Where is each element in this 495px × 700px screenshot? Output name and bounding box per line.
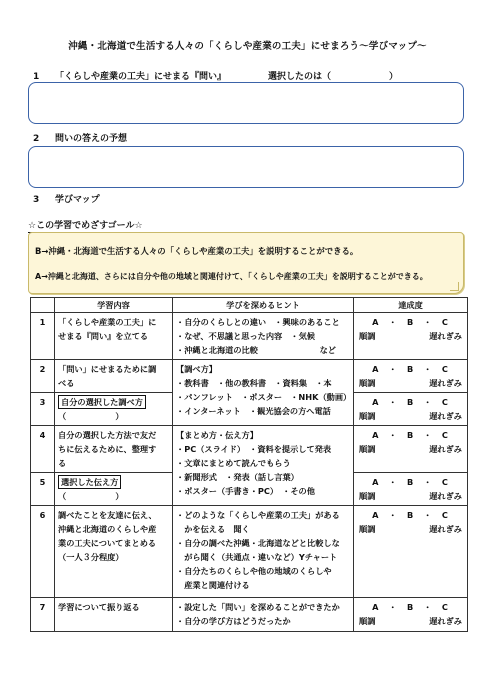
question-answer-box[interactable]	[28, 82, 464, 124]
row-hint-research	[173, 360, 354, 426]
grade-on-track: 順調	[359, 444, 376, 454]
row-content	[55, 506, 173, 598]
row-content	[55, 360, 173, 393]
row-number: 5	[31, 473, 55, 506]
row-content	[55, 426, 173, 473]
table-row	[31, 598, 468, 632]
row-hint	[173, 506, 354, 598]
table-row	[31, 506, 468, 598]
row-content	[55, 598, 173, 632]
hint-line: ・どのような「くらしや産業の工夫」がある	[176, 510, 340, 520]
content-line: る	[58, 458, 67, 468]
research-method-blank[interactable]: （ ）	[58, 411, 124, 421]
grade-options: A ・ B ・ C	[372, 477, 449, 487]
table-row	[31, 313, 468, 360]
content-line: 業の工夫についてまとめる	[58, 538, 157, 548]
hint-title: 【まとめ方・伝え方】	[176, 430, 258, 440]
section-3-number: 3	[33, 195, 40, 205]
row-number: 7	[31, 598, 55, 632]
row-number: 6	[31, 506, 55, 598]
grade-behind: 遅れぎみ	[429, 444, 462, 454]
row-number: 1	[31, 313, 55, 360]
hint-text: ・沖縄と北海道の比較	[176, 345, 258, 355]
page-curl-icon	[450, 282, 459, 291]
presentation-method-blank[interactable]: （ ）	[58, 491, 124, 501]
hint-line: ・PC（スライド） ・資料を提示して発表	[176, 444, 332, 454]
row-number: 2	[31, 360, 55, 393]
hint-line: がら聞く（共通点・違いなど）Yチャート	[176, 552, 338, 562]
goal-a-line: A→沖縄と北海道、さらには自分や他の地域と関連付けて、「くらしや産業の工夫」を説明することができる。	[35, 272, 428, 281]
grade-options: A ・ B ・ C	[372, 364, 449, 374]
grade-behind: 遅れぎみ	[429, 331, 462, 341]
section-1-number: 1	[33, 72, 40, 82]
section-3-label: 学びマップ	[55, 195, 100, 205]
content-line: 調べたことを友達に伝え、	[58, 510, 157, 520]
section-1-heading	[33, 69, 226, 82]
section-3-heading	[33, 192, 100, 205]
table-row	[31, 360, 468, 393]
row-hint	[173, 598, 354, 632]
grade-behind: 遅れぎみ	[429, 524, 462, 534]
table-header-row	[31, 298, 468, 313]
achievement-cell[interactable]	[354, 506, 468, 598]
content-line: べる	[58, 378, 75, 388]
hint-line	[176, 343, 350, 357]
hint-line: ・自分たちのくらしや他の地域のくらしや	[176, 566, 332, 576]
header-hint: 学びを深めるヒント	[173, 298, 354, 313]
header-achievement: 達成度	[354, 298, 468, 313]
hint-line: ・ポスター（手書き・PC） ・その他	[176, 486, 315, 496]
content-line: 「くらしや産業の工夫」に	[58, 317, 157, 327]
achievement-cell[interactable]	[354, 393, 468, 426]
grade-on-track: 順調	[359, 524, 376, 534]
hint-line: 産業と関連付ける	[176, 580, 250, 590]
research-method-box[interactable]: 自分の選択した調べ方	[58, 395, 146, 409]
hint-line: ・教科書 ・他の教科書 ・資料集 ・本	[176, 378, 332, 388]
hint-line: かを伝える 聞く	[176, 524, 250, 534]
content-line: 学習について振り返る	[58, 602, 140, 612]
achievement-cell[interactable]	[354, 313, 468, 360]
section-2-number: 2	[33, 134, 40, 144]
hint-line: ・設定した「問い」を深めることができたか	[176, 602, 340, 612]
row-content	[55, 313, 173, 360]
row-number: 4	[31, 426, 55, 473]
learning-map-table	[30, 297, 468, 632]
hint-line: ・新聞形式 ・発表（話し言葉）	[176, 472, 299, 482]
hint-line: ・なぜ、不思議と思った内容 ・気候	[176, 331, 315, 341]
grade-behind: 遅れぎみ	[429, 411, 462, 421]
row-content	[55, 473, 173, 506]
section-1-label: 「くらしや産業の工夫」にせまる『問い』	[55, 72, 227, 82]
grade-options: A ・ B ・ C	[372, 602, 449, 612]
grade-options: A ・ B ・ C	[372, 510, 449, 520]
content-line: （一人３分程度）	[58, 552, 124, 562]
content-line: 沖縄と北海道のくらしや産	[58, 524, 157, 534]
row-number: 3	[31, 393, 55, 426]
selected-prefix: 選択したのは（	[268, 72, 332, 82]
section-2-label: 問いの答えの予想	[55, 134, 128, 144]
achievement-cell[interactable]	[354, 598, 468, 632]
row-hint	[173, 313, 354, 360]
grade-options: A ・ B ・ C	[372, 430, 449, 440]
hint-line: ・パンフレット ・ポスター ・NHK（動画）	[176, 392, 352, 402]
selected-suffix: ）	[389, 72, 399, 82]
header-content: 学習内容	[55, 298, 173, 313]
grade-behind: 遅れぎみ	[429, 491, 462, 501]
content-line: 「問い」にせまるために調	[58, 364, 157, 374]
grade-on-track: 順調	[359, 616, 376, 626]
grade-behind: 遅れぎみ	[429, 616, 462, 626]
hint-line: ・インターネット ・観光協会の方へ電話	[176, 406, 331, 416]
goal-b-line: B→沖縄・北海道で生活する人々の「くらしや産業の工夫」を説明することができる。	[35, 246, 359, 256]
grade-on-track: 順調	[359, 378, 376, 388]
section-2-heading	[33, 131, 127, 144]
content-line: せまる『問い』を立てる	[58, 331, 149, 341]
table-row	[31, 426, 468, 473]
row-hint-presentation	[173, 426, 354, 506]
hint-line: ・自分の調べた沖縄・北海道などと比較しな	[176, 538, 340, 548]
presentation-method-box[interactable]: 選択した伝え方	[58, 475, 121, 489]
hint-line: ・自分の学び方はどうだったか	[176, 616, 291, 626]
grade-behind: 遅れぎみ	[429, 378, 462, 388]
hint-tail: など	[319, 345, 336, 355]
hint-title: 【調べ方】	[176, 364, 217, 374]
row-content	[55, 393, 173, 426]
grade-on-track: 順調	[359, 411, 376, 421]
goal-box	[28, 232, 464, 294]
grade-on-track: 順調	[359, 491, 376, 501]
header-blank	[31, 298, 55, 313]
grade-options: A ・ B ・ C	[372, 317, 449, 327]
grade-on-track: 順調	[359, 331, 376, 341]
achievement-cell[interactable]	[354, 426, 468, 473]
content-line: ちに伝えるために、整理す	[58, 444, 157, 454]
achievement-cell[interactable]	[354, 473, 468, 506]
selected-question	[268, 69, 398, 82]
page-title: 沖縄・北海道で生活する人々の「くらしや産業の工夫」にせまろう～学びマップ～	[68, 41, 427, 52]
hint-line: ・自分のくらしとの違い ・興味のあること	[176, 317, 340, 327]
prediction-answer-box[interactable]	[28, 146, 464, 188]
hint-line: ・文章にまとめて読んでもらう	[176, 458, 291, 468]
goal-title: ☆この学習でめざすゴール☆	[28, 218, 143, 233]
grade-options: A ・ B ・ C	[372, 397, 449, 407]
achievement-cell[interactable]	[354, 360, 468, 393]
content-line: 自分の選択した方法で友だ	[58, 430, 157, 440]
